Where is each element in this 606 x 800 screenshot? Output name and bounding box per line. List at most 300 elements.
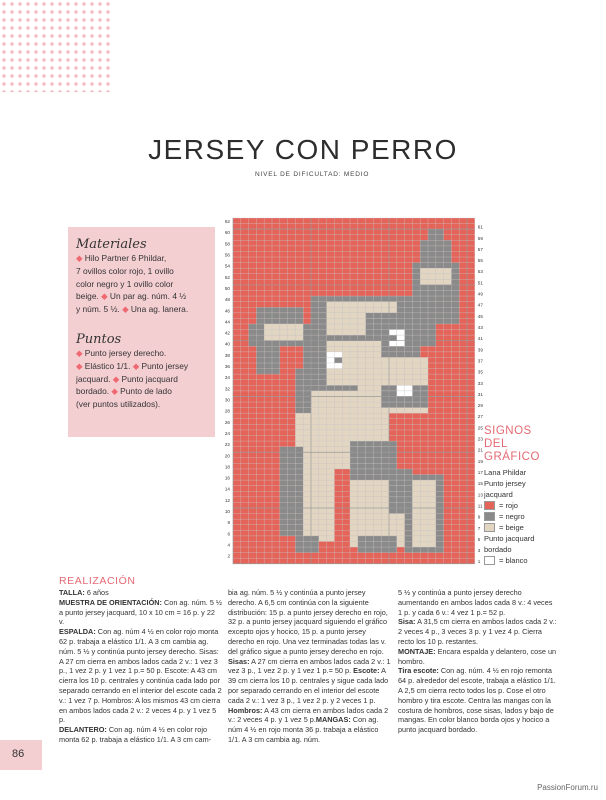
chart-stitch: [272, 318, 280, 324]
chart-stitch: [444, 291, 452, 297]
chart-stitch: [327, 525, 335, 531]
chart-stitch: [381, 430, 389, 436]
instruction-text: A 31,5 cm cierra en ambos lados cada 2 v.: 2 veces 4 p., 3 veces 3 p. y 1 vez 4 p. Cierra recto los 10 p. restantes.: [398, 617, 557, 646]
chart-stitch: [436, 497, 444, 503]
chart-stitch: [280, 480, 288, 486]
chart-stitch: [264, 324, 272, 330]
chart-stitch: [389, 380, 397, 386]
chart-stitch: [428, 257, 436, 263]
chart-stitch: [350, 424, 358, 430]
chart-stitch: [412, 380, 420, 386]
chart-stitch: [373, 369, 381, 375]
chart-stitch: [350, 475, 358, 481]
chart-stitch: [444, 240, 452, 246]
chart-stitch: [373, 352, 381, 358]
chart-stitch: [256, 318, 264, 324]
chart-stitch: [366, 324, 374, 330]
chart-stitch: [373, 408, 381, 414]
chart-stitch: [350, 525, 358, 531]
chart-stitch: [264, 369, 272, 375]
chart-stitch: [350, 469, 358, 475]
chart-stitch: [303, 430, 311, 436]
instruction-text: A 39 cm cierra los 10 p. centrales y sigue cada lado por separado cerrando en el interior del escote cada 2 v.: 1 vez 3 p., 1 vez 2 p. y 2 veces 1 p.: [228, 666, 389, 705]
row-number-left: 40: [224, 341, 230, 347]
diamond-bullet-icon: ◆: [112, 373, 120, 384]
chart-stitch: [405, 341, 413, 347]
chart-stitch: [366, 441, 374, 447]
color-swatch: [484, 501, 495, 510]
chart-stitch: [327, 330, 335, 336]
chart-stitch: [389, 530, 397, 536]
chart-stitch: [295, 436, 303, 442]
chart-stitch: [342, 302, 350, 308]
chart-stitch: [373, 458, 381, 464]
chart-stitch: [444, 274, 452, 280]
chart-stitch: [412, 274, 420, 280]
chart-stitch: [428, 268, 436, 274]
chart-stitch: [436, 480, 444, 486]
row-number-right: 17: [477, 469, 483, 475]
chart-stitch: [397, 318, 405, 324]
chart-stitch: [295, 341, 303, 347]
chart-stitch: [428, 251, 436, 257]
chart-stitch: [358, 385, 366, 391]
row-number-right: 45: [477, 313, 483, 319]
chart-stitch: [373, 402, 381, 408]
chart-stitch: [327, 402, 335, 408]
chart-stitch: [303, 541, 311, 547]
legend-heading-2: DEL: [484, 438, 508, 450]
chart-stitch: [366, 497, 374, 503]
chart-stitch: [334, 335, 342, 341]
chart-stitch: [381, 475, 389, 481]
chart-stitch: [366, 475, 374, 481]
legend-line-1: Lana Phildar: [484, 468, 527, 477]
chart-stitch: [358, 469, 366, 475]
chart-stitch: [373, 519, 381, 525]
chart-stitch: [256, 330, 264, 336]
chart-stitch: [358, 318, 366, 324]
text-segment: (ver puntos utilizados).: [76, 399, 161, 410]
chart-stitch: [311, 341, 319, 347]
chart-stitch: [366, 402, 374, 408]
row-number-left: 62: [224, 219, 230, 225]
text-line: [76, 265, 188, 278]
chart-stitch: [451, 307, 459, 313]
chart-stitch: [397, 497, 405, 503]
chart-stitch: [311, 514, 319, 520]
chart-stitch: [397, 391, 405, 397]
chart-stitch: [327, 408, 335, 414]
chart-stitch: [342, 458, 350, 464]
instruction-paragraph: [59, 598, 222, 627]
chart-stitch: [311, 491, 319, 497]
chart-stitch: [334, 396, 342, 402]
materials-heading: Materiales: [76, 237, 147, 252]
chart-stitch: [319, 346, 327, 352]
chart-stitch: [381, 408, 389, 414]
chart-stitch: [366, 396, 374, 402]
chart-stitch: [295, 480, 303, 486]
chart-stitch: [295, 396, 303, 402]
chart-stitch: [381, 458, 389, 464]
chart-stitch: [405, 391, 413, 397]
chart-stitch: [319, 491, 327, 497]
chart-stitch: [350, 447, 358, 453]
legend-line-4: Punto jacquard: [484, 534, 535, 543]
instruction-text: Con ag. núm 4 ½ en color rojo monta 62 p. trabaja a elástico 1/1. A 3 cm cam-: [59, 725, 212, 744]
row-number-left: 22: [224, 442, 230, 448]
chart-stitch: [303, 396, 311, 402]
chart-stitch: [405, 352, 413, 358]
chart-stitch: [381, 318, 389, 324]
legend-item: [484, 500, 540, 511]
chart-stitch: [358, 497, 366, 503]
chart-stitch: [256, 363, 264, 369]
chart-stitch: [327, 430, 335, 436]
chart-stitch: [420, 246, 428, 252]
chart-stitch: [319, 441, 327, 447]
chart-stitch: [436, 313, 444, 319]
chart-stitch: [444, 268, 452, 274]
chart-stitch: [397, 307, 405, 313]
chart-stitch: [288, 318, 296, 324]
chart-stitch: [366, 330, 374, 336]
text-line: [76, 398, 188, 411]
row-number-right: 53: [477, 269, 483, 275]
text-line: [76, 303, 188, 316]
chart-stitch: [280, 525, 288, 531]
chart-stitch: [444, 302, 452, 308]
chart-stitch: [358, 346, 366, 352]
chart-stitch: [288, 307, 296, 313]
chart-stitch: [420, 341, 428, 347]
chart-stitch: [420, 369, 428, 375]
chart-stitch: [280, 335, 288, 341]
chart-stitch: [311, 363, 319, 369]
chart-stitch: [373, 497, 381, 503]
chart-stitch: [381, 491, 389, 497]
chart-stitch: [311, 536, 319, 542]
chart-stitch: [405, 486, 413, 492]
chart-stitch: [358, 335, 366, 341]
instruction-paragraph: [398, 588, 552, 617]
materials-block: [76, 237, 188, 316]
chart-stitch: [272, 335, 280, 341]
chart-stitch: [327, 486, 335, 492]
row-number-right: 19: [477, 458, 483, 464]
chart-stitch: [373, 341, 381, 347]
chart-stitch: [405, 530, 413, 536]
chart-stitch: [373, 357, 381, 363]
chart-stitch: [358, 296, 366, 302]
chart-stitch: [412, 369, 420, 375]
chart-stitch: [303, 413, 311, 419]
chart-stitch: [366, 430, 374, 436]
chart-stitch: [350, 396, 358, 402]
chart-stitch: [272, 363, 280, 369]
chart-stitch: [397, 402, 405, 408]
chart-stitch: [428, 302, 436, 308]
chart-stitch: [327, 480, 335, 486]
instruction-text: Con ag. núm 4 ½ en color rojo monta 62 p. trabaja a elástico 1/1. A 3 cm cambia ag. núm. 5 ½ y continúa punto jersey derecho. Sisas: A 27 cm cierra en ambos lados cada 2 v.: 1 vez 3 p., 1 vez 2 p. y 1 vez 1 p.= 50 p. Escote: A 43 cm cierra los 10 p. centrales y continúa cada lado por separado cerrando en el interior del escote cada 2 v.: 1 vez 7 p. Hombros: A los mismos 43 cm cierra en ambos lados cada 2 v.: 2 veces 4 p. y 1 vez 5 p.: [59, 627, 222, 725]
chart-stitch: [389, 391, 397, 397]
chart-stitch: [280, 519, 288, 525]
chart-stitch: [373, 475, 381, 481]
chart-stitch: [428, 475, 436, 481]
page-title: JERSEY CON PERRO: [148, 134, 458, 165]
instruction-paragraph: [398, 666, 556, 734]
chart-stitch: [412, 374, 420, 380]
chart-stitch: [264, 352, 272, 358]
chart-stitch: [303, 447, 311, 453]
chart-stitch: [319, 424, 327, 430]
chart-stitch: [381, 385, 389, 391]
text-segment: Punto jersey: [139, 360, 189, 371]
chart-stitch: [295, 530, 303, 536]
chart-stitch: [311, 324, 319, 330]
chart-stitch: [428, 508, 436, 514]
chart-stitch: [334, 307, 342, 313]
chart-stitch: [420, 547, 428, 553]
chart-stitch: [412, 385, 420, 391]
chart-stitch: [303, 536, 311, 542]
chart-stitch: [436, 547, 444, 553]
legend-label: = negro: [499, 512, 525, 521]
row-number-right: 5: [477, 536, 481, 542]
chart-stitch: [256, 352, 264, 358]
chart-stitch: [451, 279, 459, 285]
chart-stitch: [436, 240, 444, 246]
chart-stitch: [303, 508, 311, 514]
row-number-left: 8: [227, 520, 230, 526]
chart-stitch: [412, 547, 420, 553]
chart-stitch: [303, 452, 311, 458]
chart-stitch: [295, 463, 303, 469]
chart-stitch: [373, 346, 381, 352]
chart-stitch: [389, 541, 397, 547]
chart-stitch: [436, 302, 444, 308]
chart-stitch: [381, 357, 389, 363]
chart-stitch: [334, 324, 342, 330]
chart-stitch: [295, 514, 303, 520]
chart-stitch: [397, 486, 405, 492]
chart-stitch: [327, 341, 335, 347]
chart-stitch: [366, 341, 374, 347]
chart-stitch: [436, 307, 444, 313]
row-number-left: 32: [224, 386, 230, 392]
chart-stitch: [295, 441, 303, 447]
chart-stitch: [280, 502, 288, 508]
chart-stitch: [405, 324, 413, 330]
chart-stitch: [412, 475, 420, 481]
chart-stitch: [428, 313, 436, 319]
chart-stitch: [311, 352, 319, 358]
row-number-right: 47: [477, 302, 483, 308]
chart-stitch: [420, 296, 428, 302]
legend-item-white: [484, 555, 540, 566]
chart-stitch: [428, 296, 436, 302]
chart-stitch: [436, 246, 444, 252]
chart-stitch: [334, 313, 342, 319]
chart-stitch: [428, 246, 436, 252]
row-number-right: 21: [477, 447, 483, 453]
chart-stitch: [350, 346, 358, 352]
chart-stitch: [327, 424, 335, 430]
chart-stitch: [288, 341, 296, 347]
chart-stitch: [373, 324, 381, 330]
chart-stitch: [420, 536, 428, 542]
chart-stitch: [373, 441, 381, 447]
row-number-right: 57: [477, 246, 483, 252]
chart-stitch: [319, 313, 327, 319]
chart-stitch: [303, 324, 311, 330]
chart-stitch: [381, 497, 389, 503]
chart-stitch: [366, 519, 374, 525]
chart-stitch: [311, 458, 319, 464]
chart-stitch: [334, 419, 342, 425]
chart-stitch: [366, 491, 374, 497]
chart-stitch: [319, 341, 327, 347]
chart-stitch: [389, 463, 397, 469]
chart-stitch: [350, 441, 358, 447]
chart-stitch: [288, 463, 296, 469]
chart-stitch: [350, 391, 358, 397]
chart-stitch: [420, 279, 428, 285]
chart-stitch: [397, 313, 405, 319]
chart-stitch: [366, 318, 374, 324]
chart-stitch: [420, 268, 428, 274]
chart-stitch: [373, 491, 381, 497]
chart-stitch: [358, 380, 366, 386]
chart-stitch: [311, 380, 319, 386]
chart-stitch: [389, 357, 397, 363]
chart-stitch: [412, 491, 420, 497]
chart-stitch: [272, 313, 280, 319]
chart-stitch: [334, 346, 342, 352]
chart-stitch: [319, 536, 327, 542]
chart-stitch: [389, 369, 397, 375]
chart-stitch: [428, 291, 436, 297]
chart-stitch: [373, 330, 381, 336]
chart-stitch: [350, 324, 358, 330]
diamond-bullet-icon: ◆: [76, 348, 83, 358]
chart-stitch: [397, 541, 405, 547]
row-number-right: 23: [477, 436, 483, 442]
legend-line-3: jacquard: [484, 490, 513, 499]
chart-stitch: [319, 385, 327, 391]
chart-stitch: [389, 486, 397, 492]
chart-stitch: [342, 352, 350, 358]
chart-stitch: [334, 447, 342, 453]
chart-stitch: [311, 530, 319, 536]
chart-stitch: [334, 458, 342, 464]
chart-stitch: [366, 419, 374, 425]
chart-stitch: [366, 391, 374, 397]
text-segment: 7 ovillos color rojo, 1 ovillo: [76, 265, 174, 276]
chart-stitch: [295, 458, 303, 464]
row-number-right: 51: [477, 280, 483, 286]
chart-stitch: [319, 396, 327, 402]
chart-stitch: [405, 547, 413, 553]
chart-stitch: [397, 530, 405, 536]
row-number-right: 9: [477, 514, 481, 520]
chart-stitch: [389, 352, 397, 358]
chart-stitch: [397, 335, 405, 341]
chart-stitch: [342, 330, 350, 336]
chart-stitch: [280, 318, 288, 324]
chart-stitch: [342, 385, 350, 391]
chart-stitch: [342, 463, 350, 469]
chart-stitch: [358, 396, 366, 402]
instruction-paragraph: [398, 617, 556, 646]
chart-stitch: [319, 380, 327, 386]
chart-stitch: [405, 536, 413, 542]
chart-stitch: [327, 413, 335, 419]
chart-stitch: [295, 402, 303, 408]
chart-stitch: [350, 296, 358, 302]
chart-stitch: [303, 391, 311, 397]
chart-stitch: [319, 514, 327, 520]
chart-stitch: [397, 469, 405, 475]
chart-stitch: [436, 279, 444, 285]
chart-stitch: [381, 374, 389, 380]
chart-stitch: [319, 486, 327, 492]
chart-stitch: [358, 491, 366, 497]
chart-stitch: [319, 525, 327, 531]
chart-stitch: [420, 374, 428, 380]
chart-stitch: [381, 436, 389, 442]
diamond-bullet-icon: ◆: [101, 291, 108, 302]
chart-stitch: [412, 268, 420, 274]
chart-stitch: [327, 352, 335, 358]
chart-stitch: [358, 357, 366, 363]
row-number-right: 49: [477, 291, 483, 297]
chart-stitch: [358, 302, 366, 308]
chart-stitch: [295, 508, 303, 514]
chart-stitch: [327, 369, 335, 375]
chart-stitch: [303, 408, 311, 414]
chart-stitch: [428, 502, 436, 508]
chart-stitch: [366, 436, 374, 442]
chart-stitch: [327, 452, 335, 458]
chart-stitch: [389, 313, 397, 319]
diamond-bullet-icon: ◆: [76, 360, 83, 371]
chart-stitch: [319, 391, 327, 397]
chart-stitch: [397, 480, 405, 486]
chart-stitch: [303, 475, 311, 481]
chart-stitch: [350, 486, 358, 492]
chart-stitch: [389, 497, 397, 503]
chart-stitch: [389, 324, 397, 330]
chart-stitch: [327, 419, 335, 425]
row-number-right: 29: [477, 403, 483, 409]
chart-stitch: [288, 497, 296, 503]
chart-stitch: [428, 536, 436, 542]
chart-stitch: [319, 480, 327, 486]
chart-stitch: [412, 480, 420, 486]
chart-stitch: [366, 541, 374, 547]
chart-stitch: [381, 447, 389, 453]
chart-stitch: [389, 547, 397, 553]
row-number-left: 58: [224, 241, 230, 247]
chart-stitch: [366, 525, 374, 531]
chart-stitch: [381, 296, 389, 302]
chart-stitch: [436, 251, 444, 257]
points-block: [76, 332, 188, 411]
chart-stitch: [381, 530, 389, 536]
chart-stitch: [350, 536, 358, 542]
